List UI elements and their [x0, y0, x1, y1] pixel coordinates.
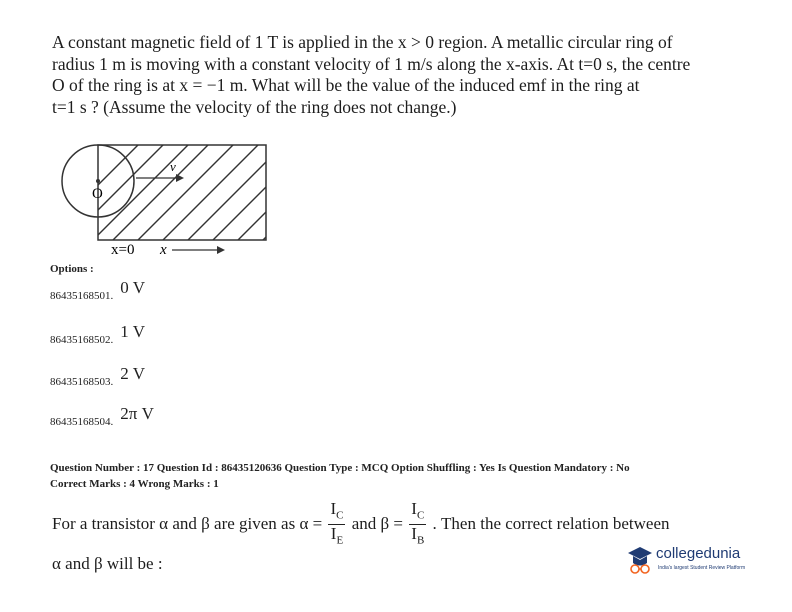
question-2-meta	[50, 460, 630, 492]
alpha-numerator: $I_C$	[328, 500, 345, 525]
ring-field-diagram	[50, 140, 280, 265]
question-2-text-a: For a transistor α and β are given as α =	[52, 513, 323, 533]
question-2-line: α and β will be :	[52, 554, 163, 573]
collegedunia-logo	[626, 543, 766, 579]
center-label: O	[92, 186, 103, 202]
alpha-denominator: $I_E$	[330, 524, 344, 547]
option-id: 86435168502.	[50, 334, 114, 346]
option-item	[50, 322, 145, 348]
question-2-text-c: . Then the correct relation between	[432, 513, 670, 533]
logo-name: collegedunia	[656, 545, 741, 562]
logo-tagline: India's largest Student Review Platform	[658, 565, 746, 571]
question-1-text	[52, 32, 760, 118]
alpha-fraction	[328, 500, 345, 550]
question-2-line	[52, 500, 669, 550]
velocity-label: v	[170, 159, 176, 174]
question-marks-line: Correct Marks : 4 Wrong Marks : 1	[50, 478, 219, 490]
axis-arrowhead	[217, 246, 225, 254]
option-value: 2 V	[120, 364, 145, 383]
beta-denominator: $I_B$	[411, 524, 425, 547]
velocity-arrowhead	[176, 174, 184, 182]
option-value: 2π V	[120, 404, 154, 423]
option-value: 0 V	[120, 278, 145, 297]
question-1-line: O of the ring is at x = −1 m. What will be the value of the induced emf in the ring at	[52, 75, 640, 95]
graduation-cap-icon	[626, 545, 654, 575]
question-1-line: t=1 s ? (Assume the velocity of the ring does not change.)	[52, 96, 457, 117]
beta-fraction	[409, 500, 426, 550]
question-1-line: radius 1 m is moving with a constant velocity of 1 m/s along the x-axis. At t=0 s, the centre	[52, 53, 691, 74]
beta-numerator: $I_C$	[409, 500, 426, 525]
option-id: 86435168501.	[50, 290, 114, 302]
option-id: 86435168503.	[50, 376, 114, 388]
origin-label: x=0	[111, 242, 135, 258]
options-label: Options :	[50, 263, 94, 275]
ring-center-dot	[96, 179, 100, 183]
option-item	[50, 278, 145, 304]
axis-label: x	[160, 242, 167, 258]
option-item	[50, 404, 154, 430]
question-meta-line: Question Number : 17 Question Id : 86435120636 Question Type : MCQ Option Shuffling : Yes Is Question Mandatory : No	[50, 462, 630, 474]
option-id: 86435168504.	[50, 416, 114, 428]
question-1-line: A constant magnetic field of 1 T is applied in the x > 0 region. A metallic circular ring of	[52, 32, 673, 52]
question-2-text-b: and β =	[351, 513, 404, 533]
option-item	[50, 364, 145, 390]
option-value: 1 V	[120, 322, 145, 341]
